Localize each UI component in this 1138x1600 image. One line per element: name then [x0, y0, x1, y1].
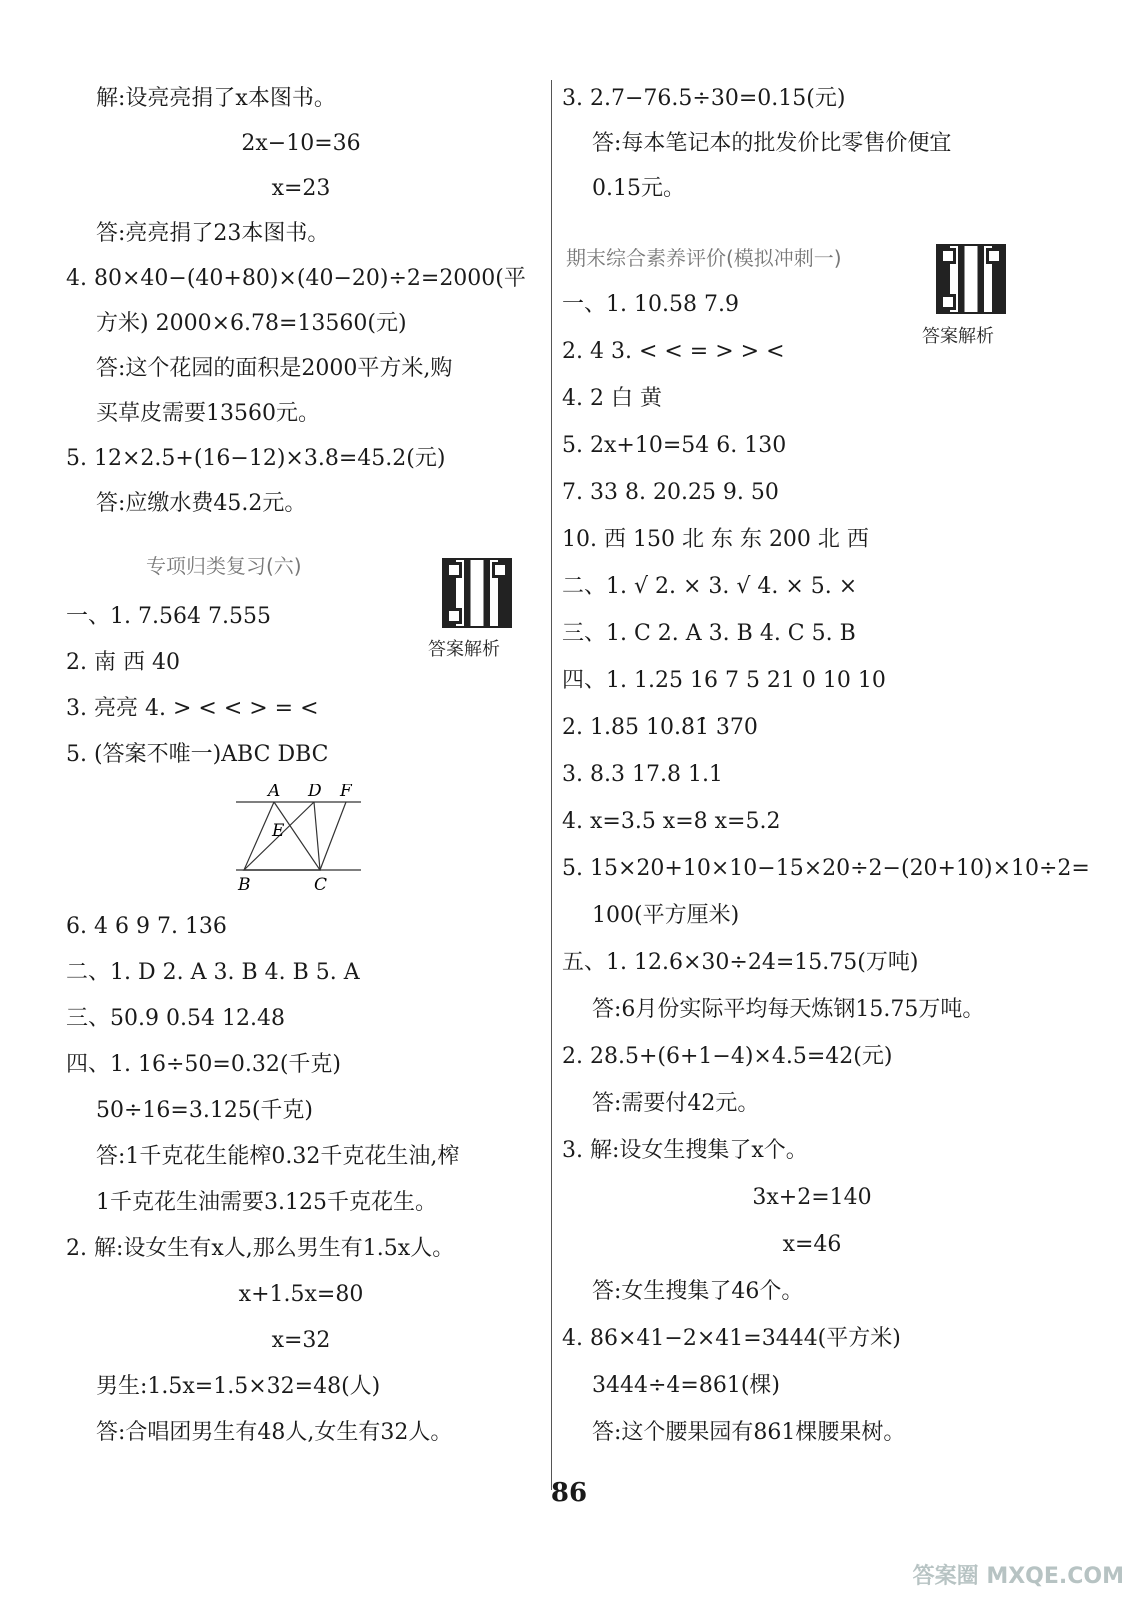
text-line: 3. 2.7−76.5÷30=0.15(元) — [562, 86, 846, 111]
text-line: 一、1. 10.58 7.9 — [562, 292, 739, 317]
qr-corner — [492, 562, 508, 578]
text-line: 10. 西 150 北 东 东 200 北 西 — [562, 527, 869, 552]
text-line: 男生:1.5x=1.5×32=48(人) — [96, 1374, 381, 1399]
answer-line: 答:需要付42元。 — [592, 1091, 760, 1116]
answer-line: 答:合唱团男生有48人,女生有32人。 — [96, 1420, 453, 1445]
page-number: 86 — [550, 1478, 588, 1508]
qr-corner — [446, 562, 462, 578]
text-line: 5. (答案不唯一)ABC DBC — [66, 742, 329, 767]
answer-line: 答:6月份实际平均每天炼钢15.75万吨。 — [592, 997, 985, 1022]
answer-line: 1千克花生油需要3.125千克花生。 — [96, 1190, 437, 1215]
column-divider — [551, 80, 552, 1490]
qr-label: 答案解析 — [428, 639, 500, 660]
text-line: 四、1. 16÷50=0.32(千克) — [66, 1052, 341, 1077]
text-line: 2. 南 西 40 — [66, 650, 180, 675]
text-line: 一、1. 7.564 7.555 — [66, 604, 271, 629]
qr-corner — [940, 248, 956, 264]
text-line: 100(平方厘米) — [592, 903, 740, 928]
text-line: 四、1. 1.25 16 7 5 21 0 10 10 — [562, 668, 886, 693]
section-title: 期末综合素养评价(模拟冲刺一) — [566, 246, 842, 270]
answer-line: 答:亮亮捐了23本图书。 — [96, 221, 330, 246]
text-line: 4. x=3.5 x=8 x=5.2 — [562, 809, 781, 834]
qr-corner — [940, 294, 956, 310]
equation-line: x=46 — [782, 1232, 842, 1257]
equation-line: x=32 — [271, 1328, 331, 1353]
answer-line: 答:这个花园的面积是2000平方米,购 — [96, 356, 453, 381]
equation-line: x=23 — [271, 176, 331, 201]
qr-corner — [986, 248, 1002, 264]
equation-line: x+1.5x=80 — [238, 1282, 364, 1307]
qr-corner — [446, 608, 462, 624]
text-line: 4. 80×40−(40+80)×(40−20)÷2=2000(平 — [66, 266, 526, 291]
answer-line: 0.15元。 — [592, 176, 685, 201]
equation-line: 3x+2=140 — [752, 1185, 872, 1210]
text-line: 3. 亮亮 4. > < < > = < — [66, 696, 319, 721]
text-line: 二、1. D 2. A 3. B 4. B 5. A — [66, 960, 360, 985]
answer-line: 答:应缴水费45.2元。 — [96, 491, 307, 516]
text-line: 五、1. 12.6×30÷24=15.75(万吨) — [562, 950, 919, 975]
label-b: B — [238, 875, 251, 894]
text-line: 4. 86×41−2×41=3444(平方米) — [562, 1326, 901, 1351]
text-line: 4. 2 白 黄 — [562, 386, 662, 411]
text-line: 7. 33 8. 20.25 9. 50 — [562, 480, 779, 505]
text-line: 3. 解:设女生搜集了x个。 — [562, 1138, 808, 1163]
text-line: 二、1. √ 2. × 3. √ 4. × 5. × — [562, 574, 858, 599]
geometry-figure — [236, 784, 366, 894]
qr-code[interactable] — [442, 558, 512, 628]
text-line: 5. 12×2.5+(16−12)×3.8=45.2(元) — [66, 446, 446, 471]
label-f: F — [340, 784, 352, 801]
answer-line: 答:女生搜集了46个。 — [592, 1279, 804, 1304]
text-line: 3. 8.3 17.8 1.1 — [562, 762, 723, 787]
text-line: 方米) 2000×6.78=13560(元) — [96, 311, 407, 336]
label-a: A — [268, 784, 281, 801]
text-line: 2. 1.85 10.8̇1̇ 370 — [562, 715, 758, 740]
text-line: 三、1. C 2. A 3. B 4. C 5. B — [562, 621, 856, 646]
label-e: E — [272, 821, 285, 841]
answer-line: 答:每本笔记本的批发价比零售价便宜 — [592, 131, 952, 156]
label-d: D — [308, 784, 322, 801]
text-line: 6. 4 6 9 7. 136 — [66, 914, 227, 939]
watermark: 答案圈 MXQE.COM — [912, 1564, 1124, 1589]
qr-code[interactable] — [936, 244, 1006, 314]
text-line: 2. 28.5+(6+1−4)×4.5=42(元) — [562, 1044, 893, 1069]
text-line: 3444÷4=861(棵) — [592, 1373, 781, 1398]
text-line: 2. 4 3. < < = > > < — [562, 339, 785, 364]
answer-line: 答:这个腰果园有861棵腰果树。 — [592, 1420, 906, 1445]
answer-line: 买草皮需要13560元。 — [96, 401, 320, 426]
answer-line: 答:1千克花生能榨0.32千克花生油,榨 — [96, 1144, 460, 1169]
qr-label: 答案解析 — [922, 326, 994, 347]
text-line: 解:设亮亮捐了x本图书。 — [96, 86, 336, 111]
equation-line: 2x−10=36 — [241, 131, 361, 156]
label-c: C — [314, 875, 328, 894]
text-line: 50÷16=3.125(千克) — [96, 1098, 314, 1123]
text-line: 三、50.9 0.54 12.48 — [66, 1006, 285, 1031]
text-line: 5. 15×20+10×10−15×20÷2−(20+10)×10÷2= — [562, 856, 1090, 881]
text-line: 2. 解:设女生有x人,那么男生有1.5x人。 — [66, 1236, 455, 1261]
segment-cf — [320, 802, 346, 870]
text-line: 5. 2x+10=54 6. 130 — [562, 433, 787, 458]
section-title: 专项归类复习(六) — [146, 554, 302, 578]
